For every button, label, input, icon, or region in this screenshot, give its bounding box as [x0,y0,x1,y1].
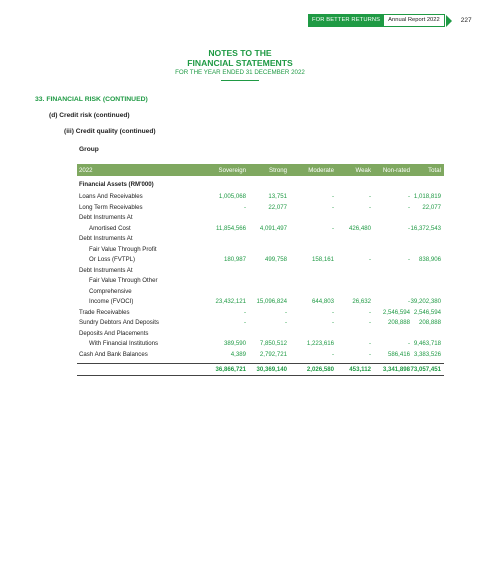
table-cell: - [284,308,287,316]
table-cell: 11,854,566 [215,224,246,232]
table-cell: - [407,340,410,347]
table-cell: 180,987 [223,256,246,263]
notes-title [0,48,480,68]
table-cell: 26,632 [352,298,371,305]
table-section-label [77,178,444,192]
table-row [77,255,444,266]
table-cell: - [331,224,334,232]
subsection-heading: (d) Credit risk (continued) [49,112,130,119]
page-header [308,14,472,27]
row-label: Amortised Cost [89,224,131,232]
row-label: Comprehensive [89,287,132,295]
table-row [77,339,444,350]
table-cell: - [331,308,334,316]
table-cell: - [368,256,371,263]
total-row [77,363,444,376]
table-row [77,234,444,245]
table-cell: 838,906 [418,256,441,263]
row-label: Long Term Receivables [79,203,143,211]
table-row [77,287,444,298]
table-cell: 15,096,824 [256,298,287,305]
table-cell: 1,005,068 [218,193,246,200]
row-label: Debt Instruments At [79,235,133,242]
row-label: Debt Instruments At [79,214,133,221]
table-body [77,192,444,360]
row-label: Or Loss (FVTPL) [89,256,136,263]
table-row [77,329,444,340]
table-cell: 9,463,718 [413,340,441,347]
total-cell: 30,369,140 [256,366,287,373]
table-cell: 39,202,380 [410,298,441,305]
table-cell: 586,416 [387,350,410,358]
table-row [77,224,444,235]
table-cell: 22,077 [268,203,287,211]
row-label: Fair Value Through Other [89,277,158,284]
table-cell: - [368,193,371,200]
table-cell: 208,888 [418,319,441,326]
total-cell: 453,112 [349,366,371,373]
table-cell: - [407,193,410,200]
table-cell: 23,432,121 [215,298,246,305]
column-header: Total [428,166,441,174]
row-label: Debt Instruments At [79,266,133,274]
section-heading: 33. FINANCIAL RISK (CONTINUED) [35,96,148,103]
section-label: Financial Assets (RM'000) [79,181,154,188]
row-label: Sundry Debtors And Deposits [79,319,159,326]
table-row [77,213,444,224]
table-cell: 13,751 [268,193,287,200]
table-cell: 208,888 [387,319,410,326]
table-row [77,297,444,308]
table-row [77,308,444,319]
table-row [77,192,444,203]
page-number: 227 [460,17,472,24]
table-cell: - [407,203,410,211]
report-title: Annual Report 2022 [384,14,445,27]
table-cell: - [368,203,371,211]
table-cell: 1,223,616 [306,340,334,347]
table-cell: - [331,319,334,326]
subsubsection-heading: (iii) Credit quality (continued) [64,128,156,135]
row-label: Trade Receivables [79,308,130,316]
notes-subtitle: FOR THE YEAR ENDED 31 DECEMBER 2022 [175,69,305,76]
table-cell: 2,792,721 [259,350,287,358]
credit-quality-table [77,164,444,376]
notes-title-line2: FINANCIAL STATEMENTS [187,58,293,68]
row-label: With Financial Institutions [89,340,159,347]
table-cell: 16,372,543 [410,224,441,232]
column-header: Weak [355,166,371,174]
table-cell: 389,590 [223,340,246,347]
table-cell: - [243,308,246,316]
table-row [77,350,444,361]
table-cell: - [407,298,410,305]
column-header: Non-rated [382,166,410,174]
row-label: Fair Value Through Profit [89,245,157,253]
table-cell: - [368,308,371,316]
notes-title-line1: NOTES TO THE [208,48,272,58]
group-label: Group [79,146,99,153]
table-row [77,245,444,256]
column-header: 2022 [79,166,93,174]
table-row [77,276,444,287]
table-header [77,164,444,176]
table-cell: 426,480 [348,224,371,232]
table-cell: 2,546,594 [413,308,441,316]
table-cell: - [407,224,410,232]
table-cell: - [368,319,371,326]
table-cell: - [243,203,246,211]
table-cell: - [331,203,334,211]
table-row [77,203,444,214]
row-label: Cash And Bank Balances [79,350,148,358]
table-cell: - [284,319,287,326]
title-divider [221,80,259,81]
table-cell: 499,758 [264,256,287,263]
table-cell: - [331,193,334,200]
table-cell: - [331,350,334,358]
total-cell: 3,341,898 [382,366,410,373]
table-cell: 644,803 [311,298,334,305]
total-cell: 36,866,721 [215,366,246,373]
table-cell: 7,850,512 [259,340,287,347]
column-header: Strong [269,166,287,174]
table-row [77,318,444,329]
tagline: FOR BETTER RETURNS [308,14,384,27]
chevron-right-icon [446,15,452,27]
column-header: Sovereign [218,166,246,174]
table-cell: - [243,319,246,326]
row-label: Deposits And Placements [79,329,149,337]
table-cell: - [368,350,371,358]
table-row [77,266,444,277]
table-cell: 4,389 [230,350,246,358]
row-label: Loans And Receivables [79,193,143,200]
table-cell: - [407,256,410,263]
total-cell: 2,026,580 [306,366,334,373]
table-cell: 22,077 [422,203,441,211]
table-cell: - [368,340,371,347]
table-cell: 158,161 [311,256,334,263]
table-cell: 2,546,594 [382,308,410,316]
row-label: Income (FVOCI) [89,298,134,305]
table-cell: 4,091,497 [259,224,287,232]
total-cell: 73,057,451 [410,366,441,373]
table-cell: 3,383,526 [413,350,441,358]
table-cell: 1,018,819 [413,193,441,200]
column-header: Moderate [308,166,334,174]
